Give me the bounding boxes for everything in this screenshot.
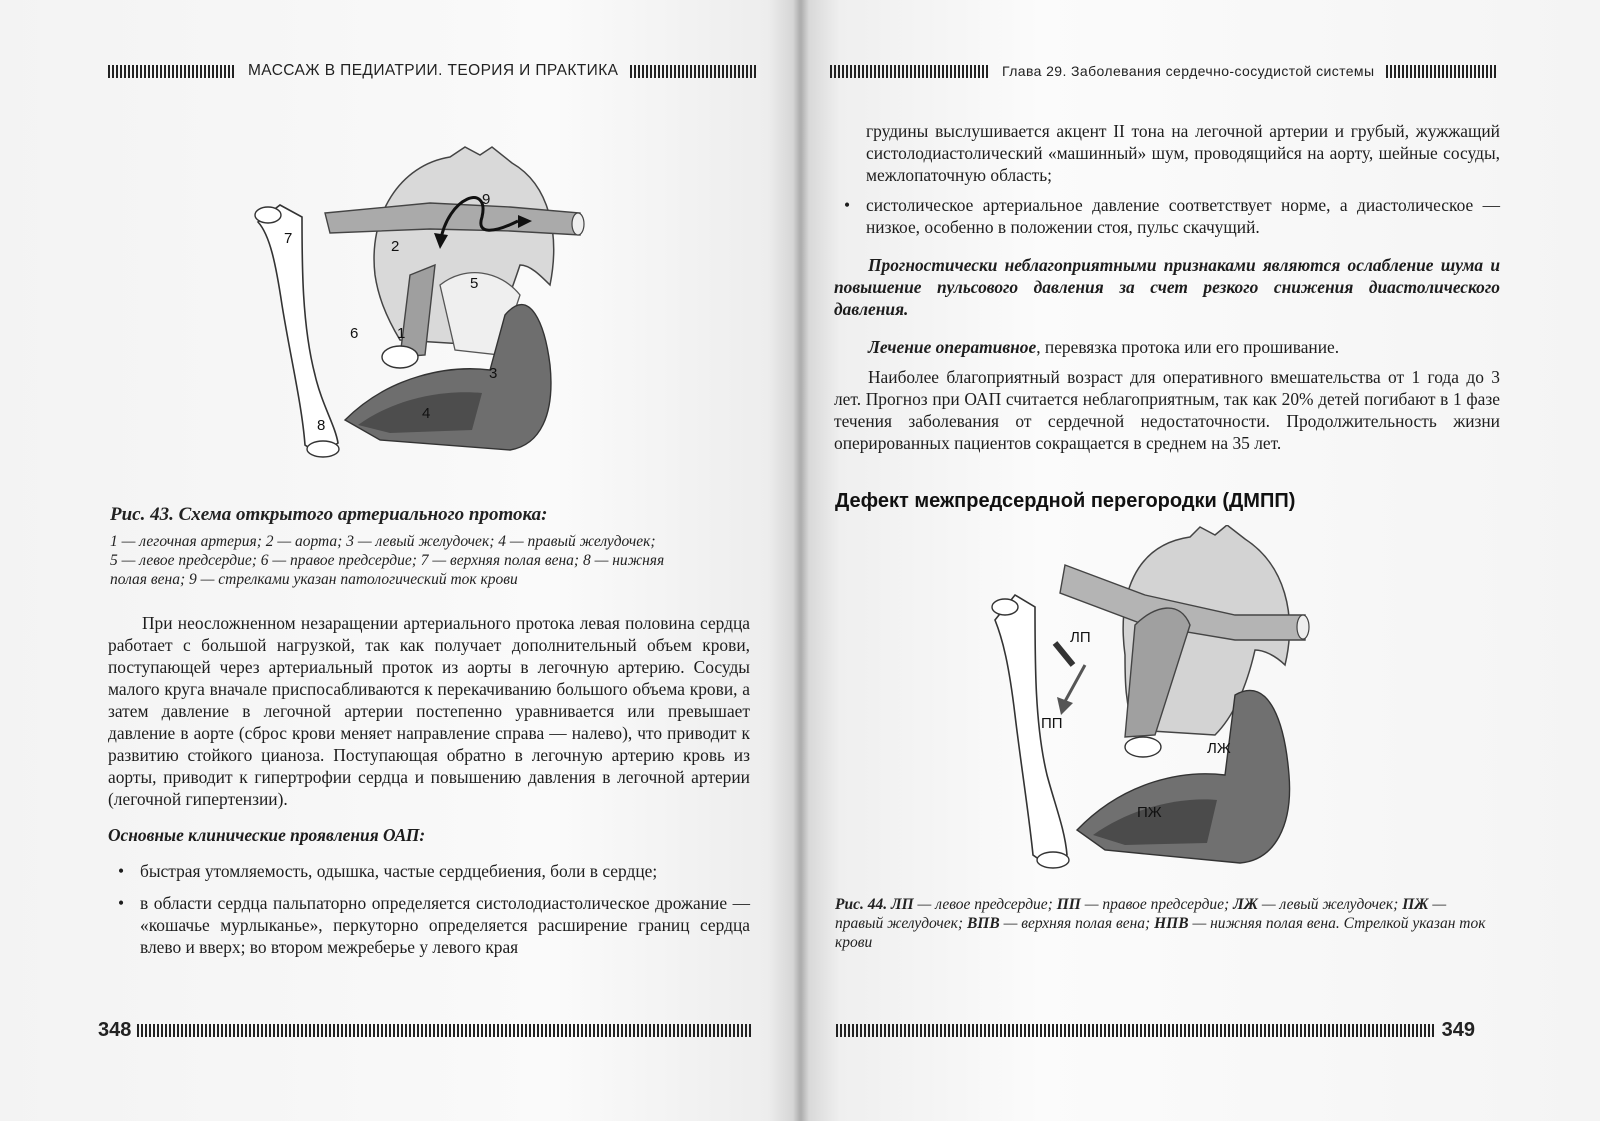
label-1: 1 [397,325,406,342]
section-heading: Дефект межпредсердной перегородки (ДМПП) [835,490,1296,512]
caption-line: 5 — левое предсердие; 6 — правое предсердие; 7 — верхняя полая вена; 8 — нижняя [110,552,665,569]
vena-bottom-opening [1037,852,1069,868]
list-item: • быстрая утомляемость, одышка, частые сердцебиения, боли в сердце; [108,860,750,882]
continued-text: грудины выслушивается акцент II тона на легочной артерии и грубый, жужжащий систолодиастолический «машинный» шум, проводящийся на аорту, шейные сосуды, межлопаточную область; [866,121,1500,185]
flow-arrow [1063,665,1085,705]
label-rv: ПЖ [1137,804,1162,821]
decor-bars [1386,65,1497,78]
label-2: 2 [391,238,400,255]
decor-bars [137,1024,752,1037]
decor-bars [836,1024,1436,1037]
folio-right [836,1016,1481,1044]
page-number: 348 [98,1018,132,1041]
figure-43-caption [110,505,750,589]
right-page [800,0,1600,1121]
prognosis-text: Прогностически неблагоприятными признаками являются ослабление шума и повышение пульсового давления за счет резкого снижения диастолического давления. [834,255,1500,319]
figure-44-caption [835,895,1495,952]
page-number: 349 [1441,1018,1475,1041]
caption-part: НПВ — нижняя полая вена. Стрелкой указан ток крови [835,915,1486,951]
right-body-text [834,120,1500,462]
treatment-rest: , перевязка протока или его прошивание. [1036,337,1340,357]
valve-opening [382,346,418,368]
symptom-list [108,860,750,958]
caption-part: ПП — правое предсердие; [1056,896,1234,913]
label-ra: ПП [1041,715,1063,732]
caption-part: ЛП — левое предсердие; [890,896,1057,913]
decor-bars [630,65,758,78]
treatment-label: Лечение оперативное [868,337,1037,357]
decor-bars [830,65,990,78]
caption-part: ЛЖ — левый желудочек; [1233,896,1403,913]
label-4: 4 [422,405,431,422]
paragraph: При неосложненном незаращении артериального протока левая половина сердца работает с большой нагрузкой, так как получает дополнительный объем крови, поступающей через артериальный проток из аорты в легочную артерию. Сосуды малого круга вначале приспосабливаются к перекачиванию большого объема крови, а затем давление в легочной артерии постепенно уравнивается или превышает давление в аорте (сброс крови меняет направление справа — налево), что приводит к развитию стойкого цианоза. Поступающая обратно в легочную артерию кровь из аорты, приводит к гипертрофии сердца и повышению давления в легочной артерии (легочной гипертензии). [108,613,750,809]
caption-line: 1 — легочная артерия; 2 — аорта; 3 — левый желудочек; 4 — правый желудочек; [110,533,656,550]
label-7: 7 [284,230,293,247]
caption-line: полая вена; 9 — стрелками указан патологический ток крови [110,571,518,588]
valve-opening [1125,737,1161,757]
list-item: • систолическое артериальное давление соответствует норме, а диастолическое — низкое, особенно в положении стоя, пульс скачущий. [834,194,1500,238]
figure-44-heart-diagram [985,525,1325,875]
label-5: 5 [470,275,479,292]
label-6: 6 [350,325,359,342]
running-head-right [830,60,1497,82]
decor-bars [108,65,236,78]
vena-cava-shape [258,205,338,455]
label-3: 3 [489,365,498,382]
flow-arrow [1055,643,1073,665]
left-body-text [108,612,750,968]
running-head-left [108,60,758,82]
pulmonary-opening [572,213,584,235]
label-lv: ЛЖ [1207,740,1231,757]
label-9: 9 [482,191,491,208]
treatment-text [834,336,1500,358]
symptom-list-cont [834,194,1500,238]
folio-left [92,1016,752,1044]
paragraph: Наиболее благоприятный возраст для оперативного вмешательства от 1 года до 3 лет. Прогноз при ОАП считается неблагоприятным, так как 20% детей погибают в 1 фазе течения заболевания от сердечной недостаточности. Продолжительность жизни оперированных пациентов сокращается в среднем на 35 лет. [834,367,1500,453]
subheading: Основные клинические проявления ОАП: [108,825,426,845]
vena-top-opening [992,599,1018,615]
caption-part: ВПВ — верхняя полая вена; [966,915,1155,932]
book-gutter [793,0,809,1121]
caption-title: Рис. 44. [835,896,888,913]
figure-43-heart-diagram [250,125,610,470]
running-head-title: МАССАЖ В ПЕДИАТРИИ. ТЕОРИЯ И ПРАКТИКА [248,62,619,79]
vena-bottom-opening [307,441,339,457]
caption-part: ПЖ — правый желудочек; [835,896,1447,932]
label-8: 8 [317,417,326,434]
pulmonary-opening [1297,615,1309,639]
list-item: • в области сердца пальпаторно определяется систолодиастолическое дрожание — «кошачье мурлыканье», перкуторно определяется расширение границ сердца влево и вверх; во втором межреберье у левого края [108,892,750,958]
caption-title: Рис. 43. Схема открытого артериального протока: [110,504,548,525]
running-head-title: Глава 29. Заболевания сердечно-сосудистой системы [1002,63,1375,79]
vena-top-opening [255,207,281,223]
label-la: ЛП [1070,629,1091,646]
